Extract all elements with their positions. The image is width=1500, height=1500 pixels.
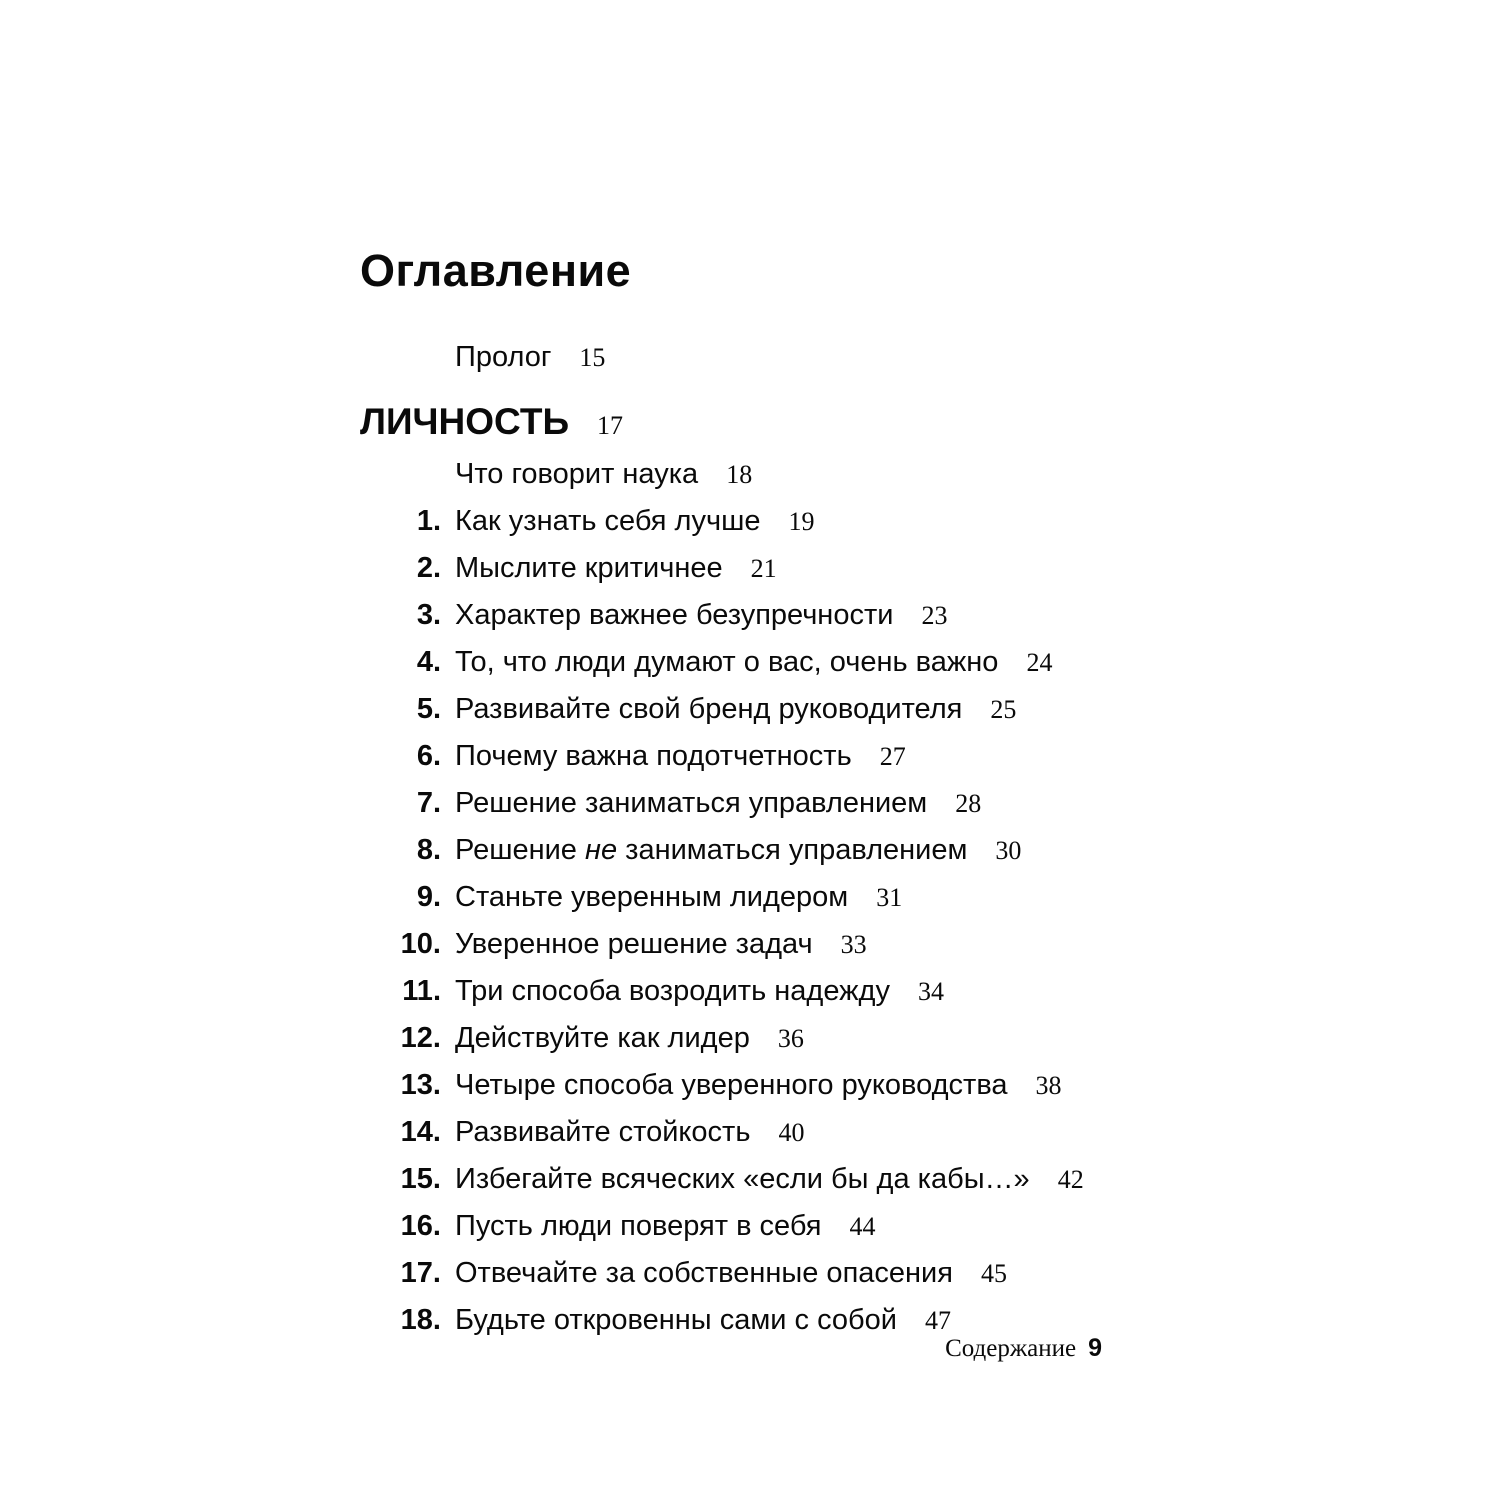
toc-entry-number: 11. (402, 975, 441, 1007)
toc-entry-page: 18 (726, 460, 753, 489)
toc-entry-label: Развивайте свой бренд руководителя (455, 693, 963, 725)
toc-entry-label: Пролог (455, 341, 552, 373)
toc-entry-number: 14. (400, 1116, 441, 1148)
toc-entry (360, 1256, 1120, 1291)
toc-entry-label: Характер важнее безупречности (455, 599, 894, 631)
toc-entry (360, 598, 1120, 633)
toc-entry-number: 8. (416, 834, 441, 866)
toc-entry-page: 40 (778, 1118, 805, 1147)
toc-entry-page: 31 (876, 883, 903, 912)
toc-entry-page: 30 (995, 836, 1022, 865)
toc-entry-number: 3. (416, 599, 441, 631)
toc-entry (360, 1021, 1120, 1056)
toc-entry-number: 5. (416, 693, 441, 725)
toc-entry-label: Действуйте как лидер (455, 1022, 750, 1054)
toc-entry (360, 551, 1120, 586)
toc-entry-label (455, 833, 967, 867)
toc-entry (360, 880, 1120, 915)
toc-entry-number: 7. (416, 787, 441, 819)
toc-entry-number: 17. (400, 1257, 441, 1289)
toc-entry (360, 645, 1120, 680)
toc-entry-page: 33 (840, 930, 867, 959)
toc-entry-label: Избегайте всяческих «если бы да кабы…» (455, 1163, 1030, 1195)
toc-entry-page: 34 (917, 977, 944, 1006)
toc-entry-label-italic: не (585, 834, 618, 866)
toc-entry-number: 12. (400, 1022, 441, 1054)
toc-entry-number: 9. (416, 881, 441, 913)
toc-entry-number: 4. (416, 646, 441, 678)
footer-section-label: Содержание (945, 1335, 1077, 1362)
toc-entry-label: Мыслите критичнее (455, 552, 723, 584)
toc-entry (360, 1115, 1120, 1150)
toc-entry-page: 19 (788, 507, 815, 536)
toc-entry-page: 27 (879, 742, 906, 771)
toc-entry-label: Три способа возродить надежду (455, 975, 890, 1007)
toc-entry-page: 21 (750, 554, 777, 583)
toc-entry (360, 927, 1120, 962)
toc-entry-page: 44 (849, 1212, 876, 1241)
toc-entry (360, 974, 1120, 1009)
toc-entry-prolog (360, 340, 1120, 375)
toc-entry (360, 1162, 1120, 1197)
toc-entry (360, 692, 1120, 727)
toc-entry-number: 6. (416, 740, 441, 772)
toc-entry-label-part: заниматься управлением (617, 834, 968, 866)
page-title: Оглавление (360, 245, 632, 296)
toc-entry-label: Уверенное решение задач (455, 928, 813, 960)
running-footer (360, 1334, 1102, 1363)
toc-entry (360, 786, 1120, 821)
toc-entry-number: 18. (400, 1304, 441, 1336)
toc-entry (360, 1303, 1120, 1338)
toc-entry-science (360, 457, 1120, 492)
toc-entry-number: 13. (400, 1069, 441, 1101)
toc-entry-page: 15 (579, 343, 606, 372)
toc-entry-label: Решение заниматься управлением (455, 787, 928, 819)
toc-entry-number: 1. (416, 505, 441, 537)
toc-entry-label: Четыре способа уверенного руководства (455, 1069, 1008, 1101)
toc-entry-page: 42 (1057, 1165, 1084, 1194)
toc-entry-page: 36 (777, 1024, 804, 1053)
toc-section-page: 17 (597, 411, 624, 440)
toc-entry-label: Развивайте стойкость (455, 1116, 751, 1148)
toc-entry-label: Отвечайте за собственные опасения (455, 1257, 953, 1289)
toc-entry-page: 23 (921, 601, 948, 630)
toc-entry-label-part: Решение (455, 834, 585, 866)
table-of-contents (360, 340, 1120, 1338)
toc-entry (360, 739, 1120, 774)
toc-entry-page: 47 (924, 1306, 951, 1335)
toc-entry-number: 2. (416, 552, 441, 584)
toc-entry-page: 28 (955, 789, 982, 818)
toc-entry (360, 1209, 1120, 1244)
toc-entry-page: 38 (1035, 1071, 1062, 1100)
toc-entry (360, 504, 1120, 539)
toc-section-header (360, 401, 1120, 443)
toc-entry (360, 833, 1120, 868)
toc-entry-label: Как узнать себя лучше (455, 505, 761, 537)
toc-entry-label: Что говорит наука (455, 458, 699, 490)
toc-entry-label: Почему важна подотчетность (455, 740, 852, 772)
toc-entry-label: Будьте откровенны сами с собой (455, 1304, 897, 1336)
toc-entry-number: 16. (400, 1210, 441, 1242)
toc-entry-number: 10. (400, 928, 441, 960)
footer-page-number: 9 (1088, 1334, 1102, 1362)
toc-section-label: ЛИЧНОСТЬ (360, 401, 570, 442)
toc-entry-page: 25 (990, 695, 1017, 724)
toc-entry-label: Станьте уверенным лидером (455, 881, 849, 913)
toc-entry (360, 1068, 1120, 1103)
toc-entry-label: Пусть люди поверят в себя (455, 1210, 822, 1242)
toc-entry-page: 24 (1026, 648, 1053, 677)
toc-entry-page: 45 (980, 1259, 1007, 1288)
toc-entry-number: 15. (400, 1163, 441, 1195)
toc-entry-label: То, что люди думают о вас, очень важно (455, 646, 999, 678)
